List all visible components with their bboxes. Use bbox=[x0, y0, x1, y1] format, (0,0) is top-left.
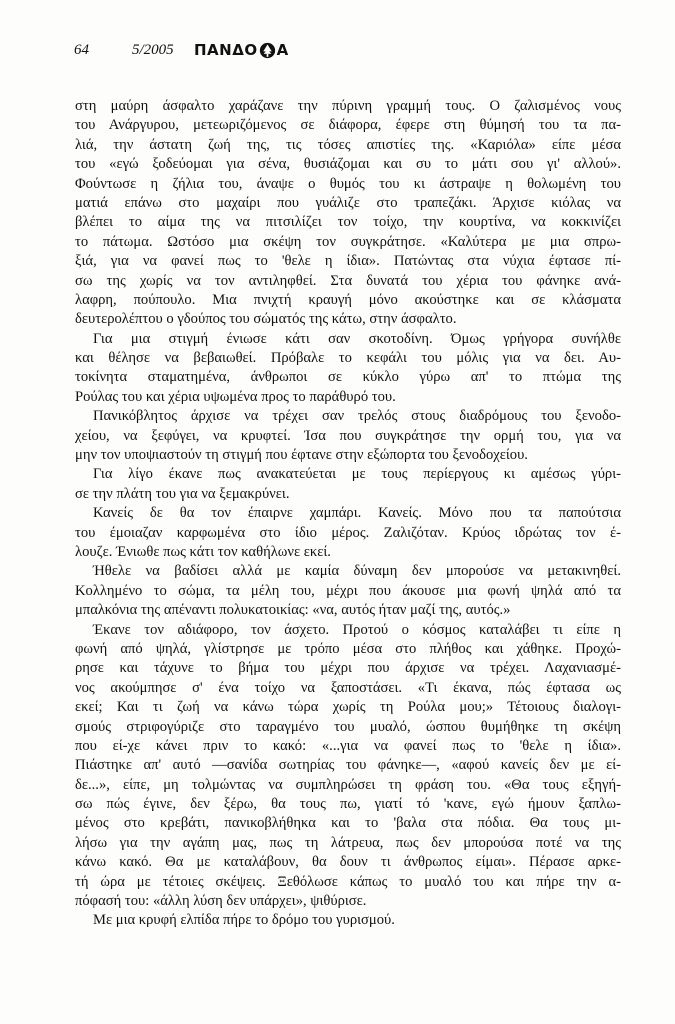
text-line: στη μαύρη άσφαλτο χαράζανε την πύρινη γραμμή τους. Ο ζαλισμένος νους bbox=[75, 98, 621, 114]
text-line: και θέλησε να βεβαιωθεί. Πρόβαλε το κεφάλι του μόλις για να δει. Αυ- bbox=[75, 350, 621, 367]
text-line: Κανείς δε θα τον έπαιρνε χαμπάρι. Κανείς. Μόνο που τα παπούτσια bbox=[93, 505, 621, 522]
paragraph bbox=[75, 504, 621, 562]
paragraph bbox=[75, 330, 621, 408]
text-line: λήσω για την αγάπη μας, πως τη λάτρευα, πως δεν μπορούσα ποτέ να της bbox=[75, 834, 621, 851]
text-line: κάνω κακό. Θα με καταλάβουν, θα δουν τι άνθρωπος είμαι». Πέρασε αρκε- bbox=[75, 854, 621, 871]
text-line: Για λίγο έκανε πως ανακατεύεται με τους περίεργους κι αμέσως γύρι- bbox=[93, 466, 621, 483]
article-body bbox=[75, 97, 621, 931]
magazine-title-prefix: ΠΑΝΔΟ bbox=[194, 41, 258, 59]
text-line: δευτερολέπτου ο γδούπος του σώματός της κάτω, στην άσφαλτο. bbox=[75, 311, 457, 328]
text-line: Πιάστηκε απ' αυτό —σανίδα σωτηρίας του φάνηκε—, «αφού κανείς δεν με εί- bbox=[75, 757, 621, 774]
text-line: Πανικόβλητος άρχισε να τρέχει σαν τρελός στους διαδρόμους του ξενοδο- bbox=[93, 408, 621, 425]
text-line: λαφρη, πούπουλο. Μια πνιχτή κραυγή μόνο ακούστηκε και σε κλάσματα bbox=[75, 291, 621, 308]
paragraph bbox=[75, 562, 621, 620]
text-line: που εί-χε κάνει πριν το κακό: «...για να φανεί πως το 'θελε η ίδια». bbox=[75, 737, 621, 754]
tree-logo-icon bbox=[259, 42, 276, 59]
text-line: του έμοιαζαν καρφωμένα στο ίδιο μέρος. Ζαλιζόταν. Κρύος ιδρώτας τον έ- bbox=[75, 524, 621, 541]
text-line: νος ακούμπησε σ' ένα τοίχο να ξαποστάσει. «Τι έκανα, πώς έφτασα ως bbox=[75, 679, 621, 696]
text-line: ματιά επάνω στο μαχαίρι που γυάλιζε στο τραπεζάκι. Άρχισε κιόλας να bbox=[75, 194, 621, 211]
running-header bbox=[74, 38, 289, 62]
text-line: μην τον υποψιαστούν τη στιγμή που έφτανε στην εξώπορτα του ξενοδοχείου. bbox=[75, 447, 528, 464]
text-line: σμούς στριφογύριζε στο ταραγμένο του μυαλό, ώσπου θυμήθηκε τη σκέψη bbox=[75, 718, 621, 735]
paragraph bbox=[75, 97, 621, 330]
text-line: χείου, να ξεφύγει, να κρυφτεί. Ίσα που συγκράτησε την ορμή του, για να bbox=[75, 427, 621, 444]
text-line: Έκανε τον αδιάφορο, τον άσχετο. Προτού ο κόσμος καταλάβει τι είπε η bbox=[93, 621, 621, 638]
text-line: του «εγώ ξοδεύομαι για σένα, θυσιάζομαι και συ το μάτι σου γι' αλλού». bbox=[75, 156, 621, 173]
text-line: ξιά, για να φανεί πως το 'θελε η ίδια». Πατώντας στα νύχια έφτασε πί- bbox=[75, 253, 621, 270]
text-line: ρησε και τάχυνε το βήμα του μέχρι που άρχισε να τρέχει. Λαχανιασμέ- bbox=[75, 660, 621, 677]
text-line: τή ώρα με τέτοιες σκέψεις. Ξεθόλωσε κάπως το μυαλό του και πήρε την α- bbox=[75, 873, 621, 890]
text-line: τοκίνητα σταματημένα, άνθρωποι σε κύκλο γύρω απ' το πτώμα της bbox=[75, 369, 621, 386]
text-line: Ήθελε να βαδίσει αλλά με καμία δύναμη δεν μπορούσε να μετακινηθεί. bbox=[93, 563, 621, 580]
paragraph bbox=[75, 407, 621, 465]
text-line: μπαλκόνια της απέναντι πολυκατοικίας: «να, αυτός ήταν μαζί της, αυτός.» bbox=[75, 602, 511, 619]
magazine-title bbox=[194, 41, 289, 59]
paragraph bbox=[75, 621, 621, 912]
text-line: Ρούλας του και χέρια υψωμένα προς το παράθυρό του. bbox=[75, 388, 396, 405]
text-line: Κολλημένο το σώμα, τα μέλη του, μέχρι που άκουσε μια φωνή ψηλά από τα bbox=[75, 582, 621, 599]
magazine-title-suffix: Α bbox=[276, 41, 289, 59]
text-line: σω της χωρίς να τον αντιληφθεί. Στα δυνατά του χέρια του φάνηκε ανά- bbox=[75, 272, 621, 289]
text-line: του Ανάργυρου, μετεωριζόμενος σε διάφορα, έφερε στη θύμησή του τα πα- bbox=[75, 117, 621, 134]
text-line: μένος στο κρεβάτι, πανικοβλήθηκα και το 'βαλα στα πόδια. Θα τους μι- bbox=[75, 815, 621, 832]
text-line: πόφασή του: «άλλη λύση δεν υπάρχει», ψιθύρισε. bbox=[75, 893, 367, 910]
text-line: εκεί; Και τι ζωή να κάνω τώρα χωρίς τη Ρούλα μου;» Τέτοιους διαλογι- bbox=[75, 699, 621, 716]
text-line: σε την πλάτη του για να ξεμακρύνει. bbox=[75, 485, 290, 502]
paragraph bbox=[75, 911, 621, 930]
text-line: Με μια κρυφή ελπίδα πήρε το δρόμο του γυρισμού. bbox=[93, 912, 395, 929]
text-line: λουζε. Ένιωθε πως κάτι τον καθήλωνε εκεί. bbox=[75, 543, 331, 560]
text-line: το πάτωμα. Ωστόσο μια σκέψη τον συγκράτησε. «Καλύτερα με μια σπρω- bbox=[75, 233, 621, 250]
text-line: φωνή από ψηλά, γλίστρησε με τρόπο μέσα στο πλήθος και χάθηκε. Προχώ- bbox=[75, 640, 621, 657]
paragraph bbox=[75, 465, 621, 504]
text-line: σω πώς έγινε, δεν ξέρω, θα τους πω, γιατί τό 'κανε, εγώ ήμουν ξαπλω- bbox=[75, 796, 621, 813]
text-line: Για μια στιγμή ένιωσε κάτι σαν σκοτοδίνη. Όμως γρήγορα συνήλθε bbox=[93, 330, 621, 347]
text-line: δε...», είπε, μη τολμώντας να συμπληρώσει τη φράση του. «Θα τους εξηγή- bbox=[75, 776, 621, 793]
page-number: 64 bbox=[74, 41, 89, 58]
issue-date: 5/2005 bbox=[132, 41, 174, 58]
text-line: λιά, την άστατη ζωή της, τις τόσες απιστίες της. «Καριόλα» είπε μέσα bbox=[75, 136, 621, 153]
text-line: Φούντωσε η ζήλια του, άναψε ο θυμός του κι άστραψε η θολωμένη του bbox=[75, 175, 621, 192]
text-line: βλέπει το αίμα της να πιτσιλίζει τον τοίχο, την κουρτίνα, να κοκκινίζει bbox=[75, 214, 621, 231]
